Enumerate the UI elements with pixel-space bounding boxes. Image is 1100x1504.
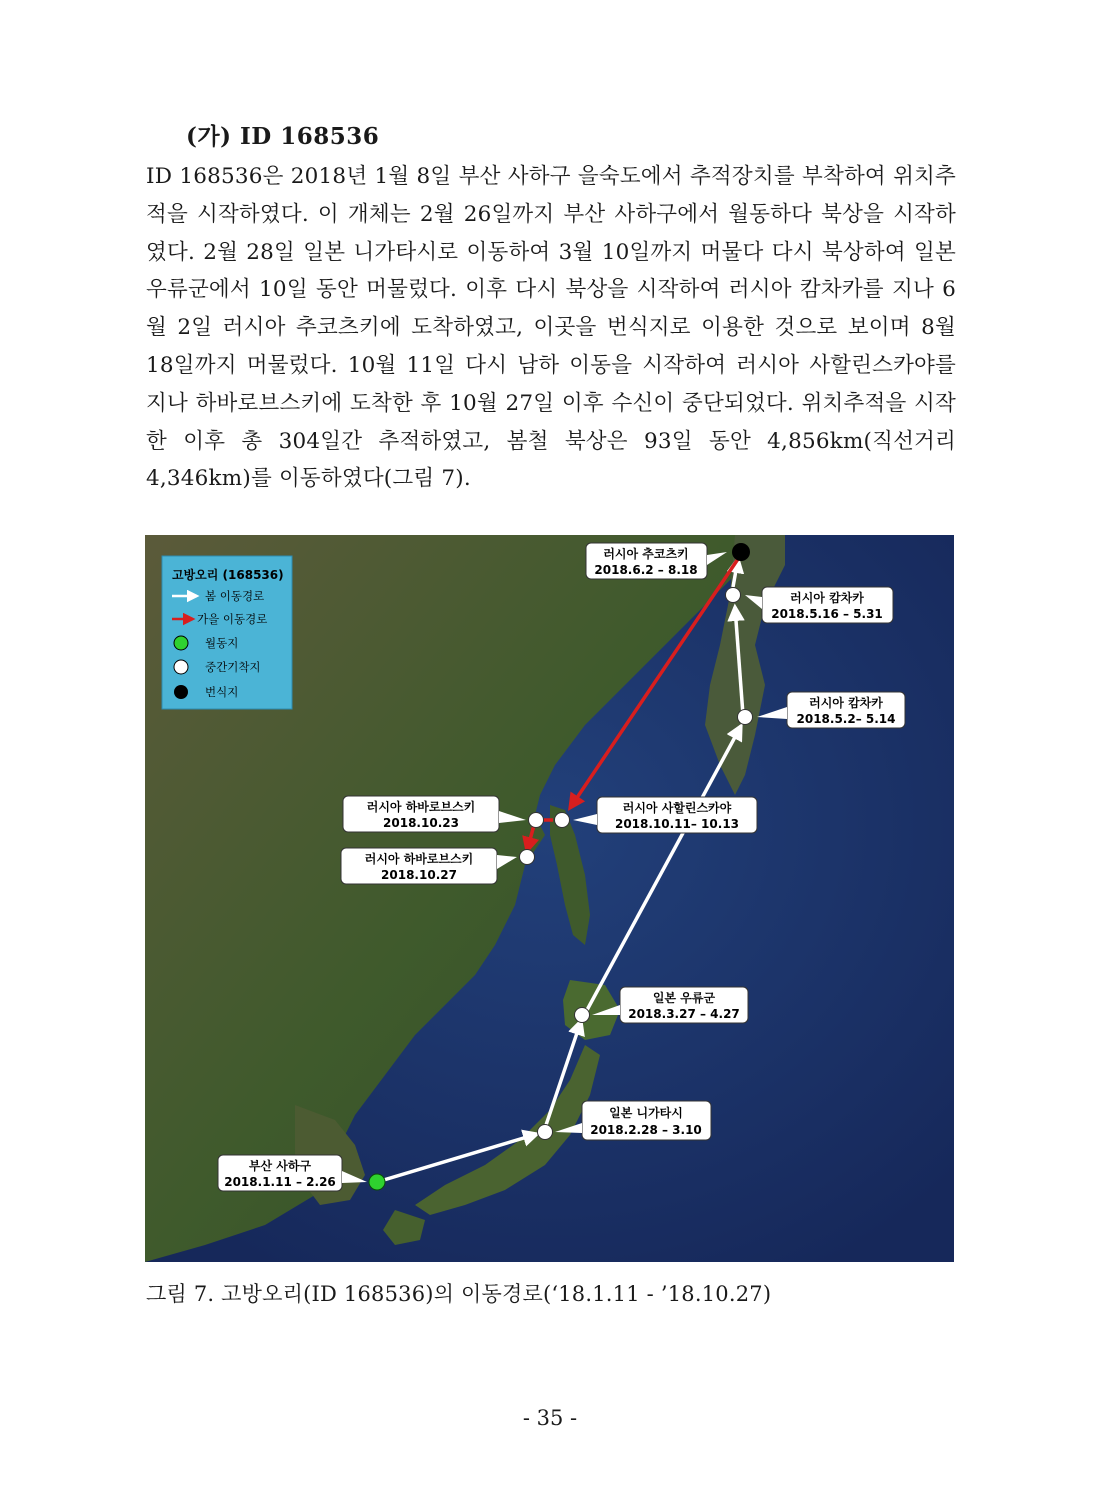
sakhalin-marker — [555, 813, 570, 828]
callout-sakhalin — [573, 797, 757, 833]
legend-autumn-label: 가을 이동경로 — [197, 612, 268, 626]
svg-text:러시아 추코츠키: 러시아 추코츠키 — [603, 547, 689, 561]
busan-marker — [369, 1174, 385, 1190]
svg-text:일본 우류군: 일본 우류군 — [652, 991, 716, 1005]
svg-text:러시아 캄차카: 러시아 캄차카 — [790, 591, 864, 605]
svg-text:러시아 하바로브스키: 러시아 하바로브스키 — [366, 800, 476, 814]
stopover-marker-icon — [174, 660, 188, 674]
svg-text:2018.10.11– 10.13: 2018.10.11– 10.13 — [614, 817, 740, 831]
khabarovsk1-marker — [529, 813, 544, 828]
legend-spring-label: 봄 이동경로 — [205, 589, 265, 603]
svg-text:2018.10.23: 2018.10.23 — [383, 816, 459, 830]
khabarovsk2-marker — [520, 850, 535, 865]
svg-text:2018.2.28 – 3.10: 2018.2.28 – 3.10 — [590, 1123, 702, 1137]
legend-wintering-label: 월동지 — [205, 636, 239, 650]
body-paragraph: ID 168536은 2018년 1월 8일 부산 사하구 을숙도에서 추적장치를 부착하여 위치추적을 시작하였다. 이 개체는 2월 26일까지 부산 사하구에서 월동하다 북상을 시작하였다. 2월 28일 일본 니가타시로 이동하여 3월 10일까지 머물다 다시 북상하여 일본 우류군에서 10일 동안 머물렀다. 이후 다시 북상을 시작하여 러시아 캄차카를 지나 6월 2일 러시아 추코츠키에 도착하였고, 이곳을 번식지로 이용한 것으로 보이며 8월 18일까지 머물렀다. 10월 11일 다시 남하 이동을 시작하여 러시아 사할린스카야를 지나 하바로브스키에 도착한 후 10월 27일 이후 수신이 중단되었다. 위치추적을 시작한 이후 총 304일간 추적하였고, 봄철 북상은 93일 동안 4,856km(직선거리 4,346km)를 이동하였다(그림 7). — [146, 164, 956, 492]
legend-breeding-label: 번식지 — [205, 685, 239, 699]
svg-text:2018.5.2– 5.14: 2018.5.2– 5.14 — [796, 712, 896, 726]
svg-text:일본 니가타시: 일본 니가타시 — [609, 1106, 683, 1120]
svg-text:러시아 캄차카: 러시아 캄차카 — [809, 696, 883, 710]
svg-text:2018.1.11 – 2.26: 2018.1.11 – 2.26 — [224, 1175, 336, 1189]
callout-kamchatka1 — [745, 587, 893, 623]
svg-text:2018.10.27: 2018.10.27 — [381, 868, 457, 882]
breeding-marker-icon — [174, 685, 188, 699]
page-number: - 35 - — [522, 1406, 578, 1430]
legend-stopover-label: 중간기착지 — [205, 660, 261, 674]
svg-text:2018.3.27 – 4.27: 2018.3.27 – 4.27 — [628, 1007, 740, 1021]
legend-title: 고방오리 (168536) — [172, 568, 284, 582]
svg-text:2018.6.2 – 8.18: 2018.6.2 – 8.18 — [594, 563, 698, 577]
chukotka-marker — [732, 543, 750, 561]
legend — [162, 556, 292, 709]
kamchatka2-marker — [738, 710, 753, 725]
uryu-marker — [575, 1008, 590, 1023]
figure-caption: 그림 7. 고방오리(ID 168536)의 이동경로(‘18.1.11 - ’18.10.27) — [146, 1282, 772, 1306]
migration-map-figure — [145, 535, 954, 1262]
callout-chukotka — [586, 543, 727, 579]
svg-text:부산 사하구: 부산 사하구 — [248, 1159, 312, 1173]
kamchatka1-marker — [726, 588, 741, 603]
migration-map — [145, 535, 954, 1262]
wintering-marker-icon — [174, 636, 188, 650]
svg-text:러시아 하바로브스키: 러시아 하바로브스키 — [364, 852, 474, 866]
callout-khabarovsk1 — [343, 796, 526, 832]
svg-text:러시아 사할린스카야: 러시아 사할린스카야 — [622, 801, 732, 815]
callout-khabarovsk2 — [341, 848, 517, 884]
svg-text:2018.5.16 – 5.31: 2018.5.16 – 5.31 — [771, 607, 883, 621]
niigata-marker — [538, 1125, 553, 1140]
section-heading: (가) ID 168536 — [186, 123, 380, 150]
